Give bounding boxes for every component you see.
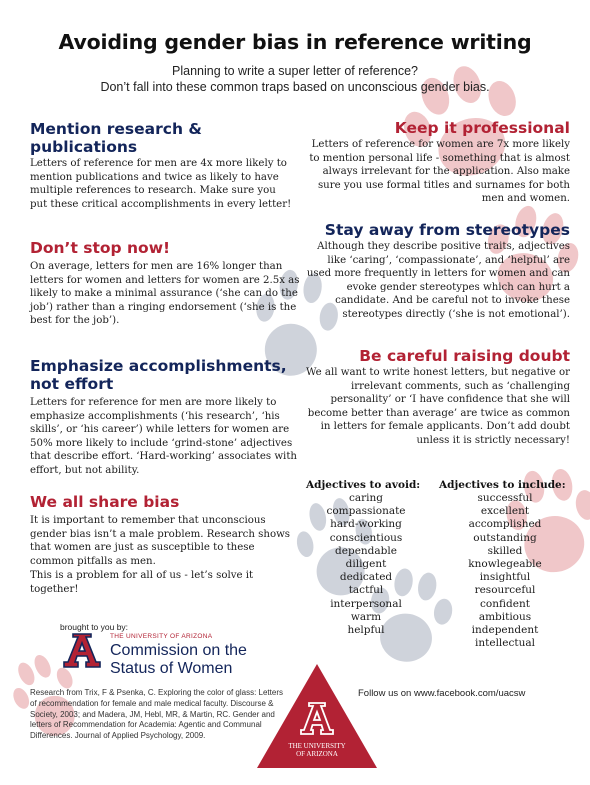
logo-text-line-1: THE UNIVERSITY [288,742,346,750]
subtitle-line-2: Don’t fall into these common traps based on unconscious gender bias. [100,80,490,94]
section-heading-dont-stop: Don’t stop now! [30,239,171,257]
section-heading-doubt: Be careful raising doubt [359,347,570,365]
list-item: resourceful [474,584,536,597]
university-name-small: THE UNIVERSITY OF ARIZONA [110,633,213,640]
section-body-share-bias: It is important to remember that unconscious gender bias isn’t a male problem. Research shows that women are just as susceptible to these common pitfalls as men. [30,515,291,567]
adjectives-include-heading: Adjectives to include: [439,479,566,491]
list-item: tactful [348,584,384,597]
logo-text-line-2: OF ARIZONA [296,750,338,758]
list-item: knowlegeable [468,558,542,571]
list-item: diligent [345,558,387,571]
page-title: Avoiding gender bias in reference writing [58,30,532,54]
section-heading-share-bias: We all share bias [30,493,180,511]
facebook-follow-link[interactable]: Follow us on www.facebook.com/uacsw [358,688,526,699]
section-body-dont-stop: On average, letters for men are 16% longer than letters for women and letters for women are 2.5x as likely to make a minimal assurance (‘she can do the job’) rather than a ringing endorsement (‘she is the best for the job’). [30,261,300,327]
list-item: skilled [487,544,523,557]
arizona-a-logo-icon [62,633,102,669]
section-body-professional: Letters of reference for women are 7x more likely to mention personal life - something that is almost always irrelevant for the application. Also make sure you use formal titles and surnames for both men and women. [309,139,570,205]
subtitle-line-1: Planning to write a super letter of reference? [172,64,418,78]
brought-to-you-label: brought to you by: [60,622,129,632]
section-body-share-bias-2: This is a problem for all of us - let’s solve it together! [30,570,254,595]
list-item: dependable [335,544,397,557]
list-item: independent [471,624,539,637]
section-heading-professional: Keep it professional [394,119,570,137]
list-item: conscientious [329,531,403,544]
section-heading-research: Mention research & publications [30,120,202,156]
list-item: successful [477,492,533,504]
list-item: excellent [480,505,530,518]
university-triangle-logo [257,664,377,768]
list-item: accomplished [468,518,542,531]
list-item: helpful [347,624,385,637]
list-item: interpersonal [330,597,402,610]
list-item: warm [350,610,382,623]
list-item: confident [480,597,530,610]
section-heading-stereotypes: Stay away from stereotypes [324,221,570,239]
list-item: outstanding [473,531,537,544]
section-body-research: Letters of reference for men are 4x more likely to mention publications and twice as likely to have multiple references to research. Make sure you put these critical accomplishments in every letter! [30,158,292,210]
section-body-doubt: We all want to write honest letters, but negative or irrelevant comments, such as ‘challenging personality’ or ‘I have confidence that she will become better than average’ are twice as common in letters for female applicants. Don’t add doubt unless it is strictly necessary! [306,367,570,446]
list-item: caring [348,492,383,504]
list-item: hard-working [330,518,402,531]
commission-name: Commission on the Status of Women [110,642,247,677]
section-heading-accomplishments: Emphasize accomplishments, not effort [30,357,287,393]
adjectives-avoid-heading: Adjectives to avoid: [306,479,421,491]
list-item: compassionate [326,505,406,518]
adjectives-avoid-list [306,492,426,637]
list-item: intellectual [475,637,535,650]
adjectives-include-list [444,492,566,650]
list-item: ambitious [478,610,532,623]
section-body-stereotypes: Although they describe positive traits, adjectives like ‘caring’, ‘compassionate’, and ‘helpful’ are used more frequently in letters for women and can evoke gender stereotypes which can hurt a candidate. And be careful not to invoke these stereotypes directly (‘she is not emotional’). [306,241,570,320]
list-item: insightful [479,571,531,584]
list-item: dedicated [339,571,393,584]
research-citation: Research from Trix, F & Psenka, C. Exploring the color of glass: Letters of recommendation for female and male medical faculty. Discourse & Society, 2003; and Madera, JM, Hebl, MR, & Martin, RC. Gender and letters of Recommendation for Academia: Agentic and Communal Differences. Journal of Applied Psychology, 2009. [30,688,283,741]
section-body-accomplishments: Letters for reference for men are more likely to emphasize accomplishments (‘his research’, ‘his skills’, or ‘his career’) while letters for women are 50% more likely to include ‘grind-stone’ adjectives that describe effort. ‘Hard-working’ associates with effort, but not ability. [30,397,297,476]
